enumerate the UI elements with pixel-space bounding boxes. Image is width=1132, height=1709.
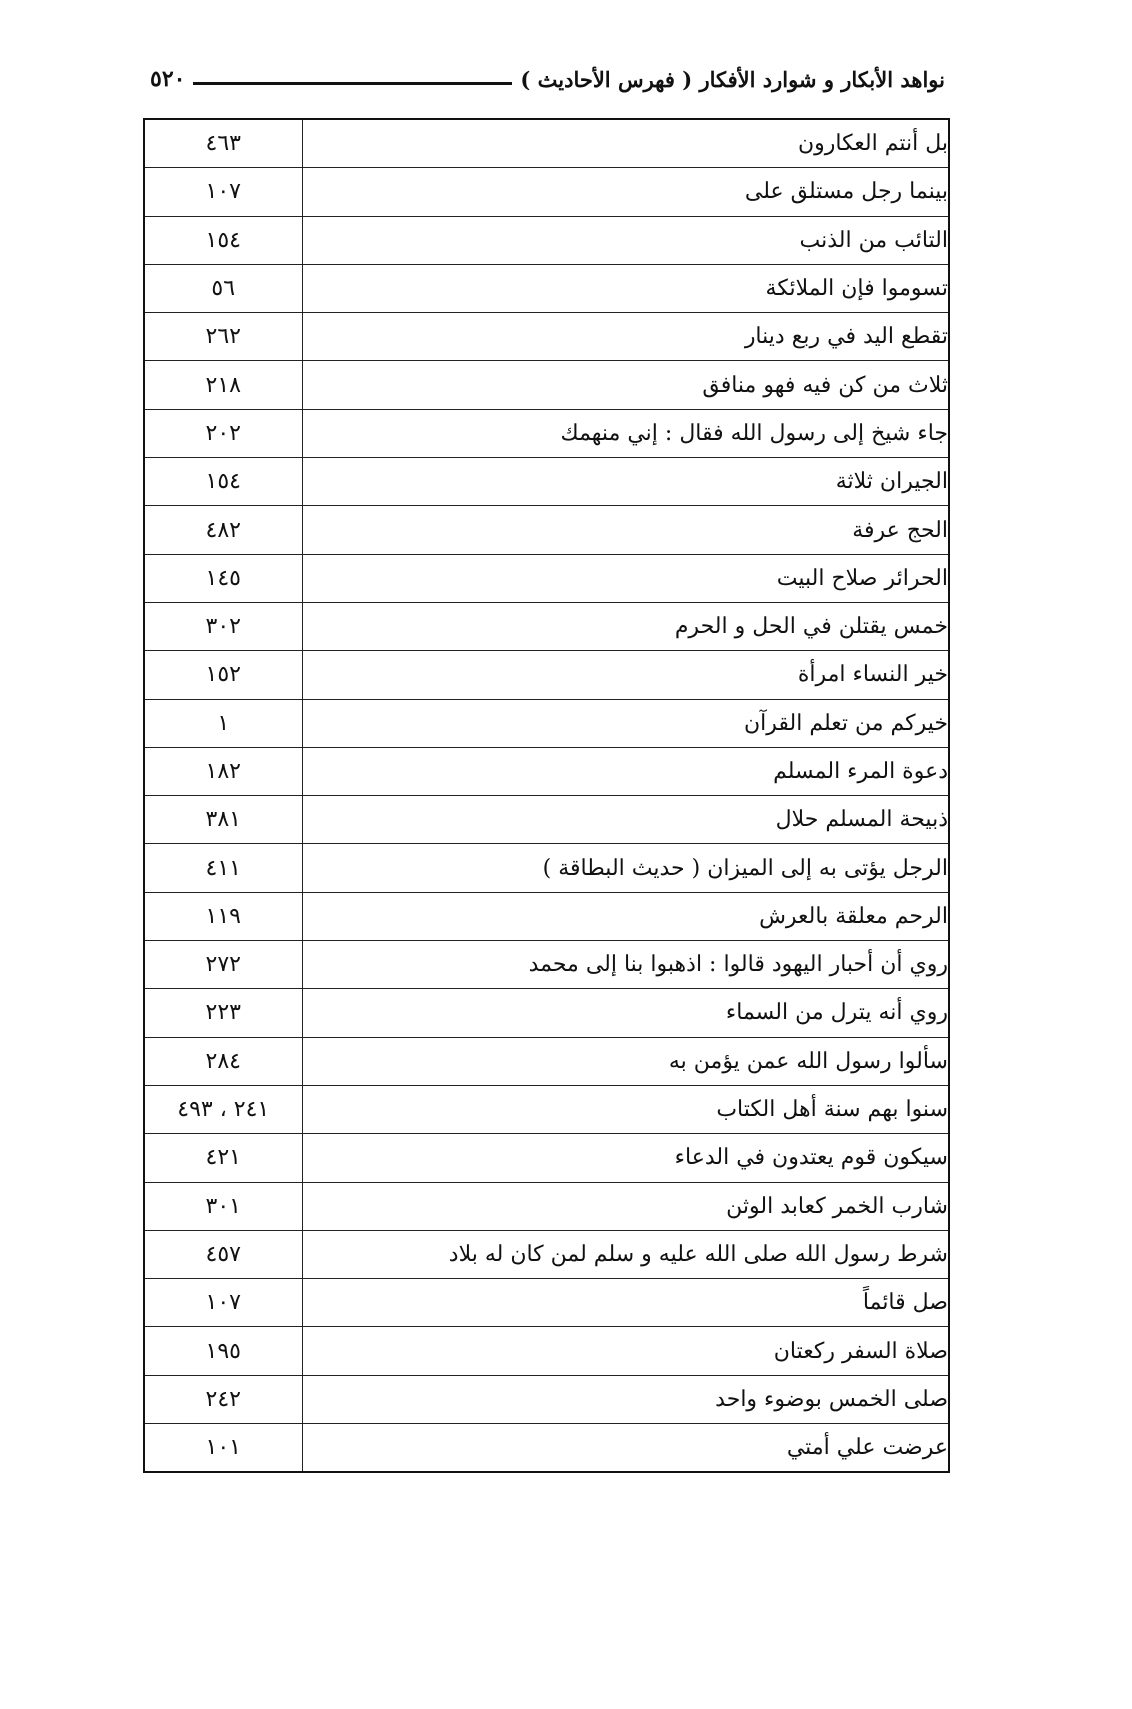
- page-reference: ٢٤١ ، ٤٩٣: [144, 1085, 302, 1133]
- hadith-text: الرجل يؤتى به إلى الميزان ( حديث البطاقة ): [302, 844, 949, 892]
- table-row: [144, 747, 949, 795]
- page-reference: ٢١٨: [144, 361, 302, 409]
- page-reference: ١٥٢: [144, 651, 302, 699]
- table-row: [144, 216, 949, 264]
- table-row: [144, 1037, 949, 1085]
- hadith-text: الجيران ثلاثة: [302, 458, 949, 506]
- hadith-text: الرحم معلقة بالعرش: [302, 892, 949, 940]
- page-reference: ٤٥٧: [144, 1230, 302, 1278]
- page-reference: ٤١١: [144, 844, 302, 892]
- table-row: [144, 941, 949, 989]
- hadith-text: ثلاث من كن فيه فهو منافق: [302, 361, 949, 409]
- hadith-text: دعوة المرء المسلم: [302, 747, 949, 795]
- hadith-text: الحرائر صلاح البيت: [302, 554, 949, 602]
- table-row: [144, 409, 949, 457]
- table-row: [144, 554, 949, 602]
- page-reference: ١٩٥: [144, 1327, 302, 1375]
- hadith-index-table: [143, 118, 950, 1473]
- page-reference: ١٥٤: [144, 458, 302, 506]
- table-row: [144, 1182, 949, 1230]
- table-row: [144, 1375, 949, 1423]
- page-reference: ٢٦٢: [144, 313, 302, 361]
- hadith-text: التائب من الذنب: [302, 216, 949, 264]
- table-row: [144, 361, 949, 409]
- hadith-text: خمس يقتلن في الحل و الحرم: [302, 602, 949, 650]
- hadith-text: بينما رجل مستلق على: [302, 168, 949, 216]
- page-reference: ٣٠١: [144, 1182, 302, 1230]
- page-reference: ١٠٧: [144, 1279, 302, 1327]
- page-reference: ١٠٧: [144, 168, 302, 216]
- hadith-text: سألوا رسول الله عمن يؤمن به: [302, 1037, 949, 1085]
- header-rule: [193, 82, 512, 85]
- hadith-text: روي أن أحبار اليهود قالوا : اذهبوا بنا إلى محمد: [302, 941, 949, 989]
- hadith-text: شارب الخمر كعابد الوثن: [302, 1182, 949, 1230]
- table-row: [144, 892, 949, 940]
- hadith-text: خير النساء امرأة: [302, 651, 949, 699]
- page-reference: ٢٨٤: [144, 1037, 302, 1085]
- hadith-text: تقطع اليد في ربع دينار: [302, 313, 949, 361]
- page-reference: ٢٧٢: [144, 941, 302, 989]
- table-row: [144, 1327, 949, 1375]
- hadith-text: ذبيحة المسلم حلال: [302, 796, 949, 844]
- table-row: [144, 796, 949, 844]
- table-row: [144, 602, 949, 650]
- page-reference: ١٨٢: [144, 747, 302, 795]
- hadith-text: خيركم من تعلم القرآن: [302, 699, 949, 747]
- table-row: [144, 1085, 949, 1133]
- table-row: [144, 506, 949, 554]
- table-row: [144, 168, 949, 216]
- table-row: [144, 1134, 949, 1182]
- page-number: ٥٢٠: [150, 66, 186, 92]
- table-row: [144, 1279, 949, 1327]
- table-row: [144, 699, 949, 747]
- page-reference: ١٤٥: [144, 554, 302, 602]
- hadith-text: سنوا بهم سنة أهل الكتاب: [302, 1085, 949, 1133]
- page-reference: ١: [144, 699, 302, 747]
- table-row: [144, 264, 949, 312]
- page-reference: ٢٤٢: [144, 1375, 302, 1423]
- page-reference: ٤٦٣: [144, 119, 302, 168]
- hadith-text: بل أنتم العكارون: [302, 119, 949, 168]
- page-reference: ٢٢٣: [144, 989, 302, 1037]
- page-reference: ٣٠٢: [144, 602, 302, 650]
- hadith-text: صلى الخمس بوضوء واحد: [302, 1375, 949, 1423]
- hadith-text: صل قائماً: [302, 1279, 949, 1327]
- page-header: [150, 62, 945, 96]
- table-row: [144, 119, 949, 168]
- hadith-text: جاء شيخ إلى رسول الله فقال : إني منهمك: [302, 409, 949, 457]
- table-row: [144, 844, 949, 892]
- table-row: [144, 651, 949, 699]
- page-reference: ١٥٤: [144, 216, 302, 264]
- hadith-text: سيكون قوم يعتدون في الدعاء: [302, 1134, 949, 1182]
- hadith-text: شرط رسول الله صلى الله عليه و سلم لمن كان له بلاد: [302, 1230, 949, 1278]
- table-row: [144, 458, 949, 506]
- hadith-text: تسوموا فإن الملائكة: [302, 264, 949, 312]
- page-reference: ٤٨٢: [144, 506, 302, 554]
- hadith-text: الحج عرفة: [302, 506, 949, 554]
- table-row: [144, 1230, 949, 1278]
- table-row: [144, 313, 949, 361]
- hadith-text: صلاة السفر ركعتان: [302, 1327, 949, 1375]
- hadith-text: عرضت علي أمتي: [302, 1424, 949, 1473]
- running-title: نواهد الأبكار و شوارد الأفكار ( فهرس الأحاديث ): [520, 66, 945, 92]
- page-reference: ٣٨١: [144, 796, 302, 844]
- page-reference: ٤٢١: [144, 1134, 302, 1182]
- hadith-index-body: [144, 119, 949, 1472]
- page-reference: ١٠١: [144, 1424, 302, 1473]
- table-row: [144, 1424, 949, 1473]
- page-reference: ٢٠٢: [144, 409, 302, 457]
- page-reference: ٥٦: [144, 264, 302, 312]
- page-reference: ١١٩: [144, 892, 302, 940]
- hadith-text: روي أنه يترل من السماء: [302, 989, 949, 1037]
- table-row: [144, 989, 949, 1037]
